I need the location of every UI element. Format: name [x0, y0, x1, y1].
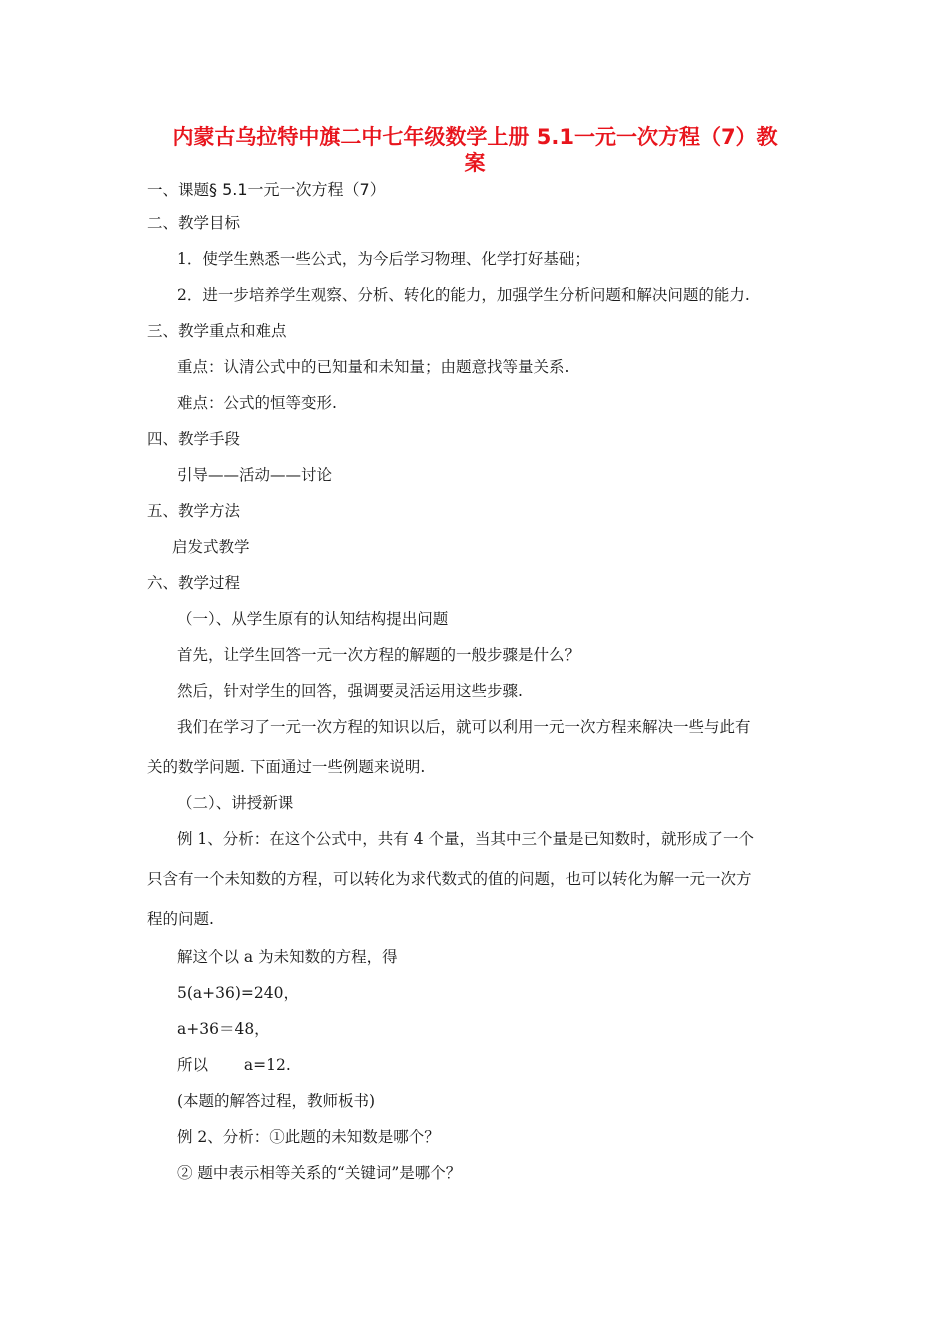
- title-line-2: 案: [464, 151, 486, 175]
- process-part-1: （一）、从学生原有的认知结构提出问题: [177, 610, 449, 628]
- solution-intro: 解这个以 a 为未知数的方程，得: [177, 948, 398, 966]
- topic-prefix: 一、课题: [147, 181, 210, 199]
- section-heading-process: 六、教学过程: [147, 574, 241, 592]
- equation-1: 5(a+36)=240，: [177, 984, 299, 1002]
- section-heading-goals: 二、教学目标: [147, 214, 241, 232]
- teaching-means: 引导——活动——讨论: [177, 466, 333, 484]
- example-1-line-1: 例 1、分析：在这个公式中，共有 4 个量，当其中三个量是已知数时，就形成了一个: [177, 830, 755, 848]
- equation-3: 所以 a=12.: [177, 1056, 291, 1074]
- example-2-line-1: 例 2、分析：①此题的未知数是哪个？: [177, 1128, 440, 1146]
- paragraph-3-line-2: 关的数学问题. 下面通过一些例题来说明.: [147, 758, 426, 776]
- example-1-line-3: 程的问题.: [147, 910, 214, 928]
- teacher-note: (本题的解答过程，教师板书): [177, 1092, 376, 1110]
- example-1-line-2: 只含有一个未知数的方程，可以转化为求代数式的值的问题，也可以转化为解一元一次方: [147, 870, 752, 888]
- section-heading-means: 四、教学手段: [147, 430, 241, 448]
- difficulty: 难点：公式的恒等变形.: [177, 394, 337, 412]
- paragraph-2: 然后，针对学生的回答，强调要灵活运用这些步骤.: [177, 682, 523, 700]
- topic-line: [147, 180, 386, 200]
- paragraph-1: 首先，让学生回答一元一次方程的解题的一般步骤是什么？: [177, 646, 581, 664]
- section-heading-method: 五、教学方法: [147, 502, 241, 520]
- document-title: [130, 124, 820, 176]
- example-2-line-2: ② 题中表示相等关系的“关键词”是哪个？: [177, 1164, 462, 1182]
- title-line-1: 内蒙古乌拉特中旗二中七年级数学上册 5.1一元一次方程（7）教: [172, 125, 778, 149]
- key-point: 重点：认清公式中的已知量和未知量；由题意找等量关系.: [177, 358, 570, 376]
- goal-2: 2．进一步培养学生观察、分析、转化的能力，加强学生分析问题和解决问题的能力.: [177, 286, 750, 304]
- topic-text: § 5.1一元一次方程（7）: [209, 180, 386, 199]
- goal-1: 1．使学生熟悉一些公式，为今后学习物理、化学打好基础；: [177, 250, 590, 268]
- teaching-method: 启发式教学: [172, 538, 250, 556]
- section-heading-key-points: 三、教学重点和难点: [147, 322, 287, 340]
- paragraph-3-line-1: 我们在学习了一元一次方程的知识以后，就可以利用一元一次方程来解决一些与此有: [177, 718, 751, 736]
- process-part-2: （二）、讲授新课: [177, 794, 294, 812]
- equation-2: a+36＝48，: [177, 1020, 270, 1038]
